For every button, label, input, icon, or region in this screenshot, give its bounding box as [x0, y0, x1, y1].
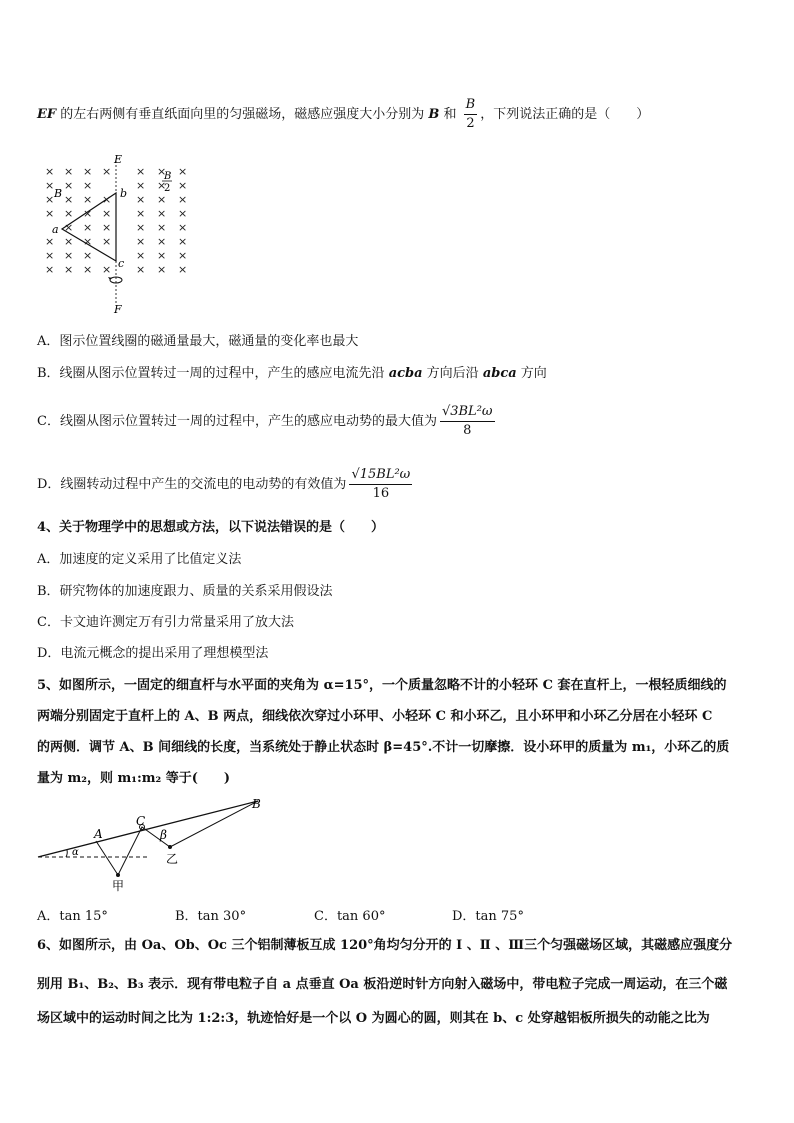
field-cross-mark: × [64, 235, 74, 248]
intro-frac-num: B [464, 96, 478, 115]
intro-line [37, 96, 649, 133]
field-cross-mark: × [45, 165, 55, 178]
field-cross-mark: × [157, 207, 167, 220]
field-cross-mark: × [157, 193, 167, 206]
field-cross-mark: × [178, 165, 188, 178]
field-cross-mark: × [178, 221, 188, 234]
q3-optd-pre: D．线圈转动过程中产生的交流电的电动势的有效值为 [37, 477, 347, 492]
field-cross-mark: × [136, 165, 146, 178]
field-cross-mark: × [83, 263, 93, 276]
q5-option-a: A．tan 15° [37, 909, 108, 924]
field-cross-mark: × [136, 263, 146, 276]
intro-b: B [428, 107, 440, 122]
label-fig-b: B [252, 797, 261, 811]
field-cross-mark: × [83, 221, 93, 234]
field-cross-mark: × [45, 193, 55, 206]
field-cross-mark: × [83, 207, 93, 220]
field-cross-mark: × [45, 249, 55, 262]
field-cross-mark: × [83, 249, 93, 262]
magnetic-field-figure [36, 153, 196, 318]
field-cross-mark: × [45, 235, 55, 248]
ring-jia [116, 873, 120, 877]
field-cross-mark: × [64, 263, 74, 276]
q4-option-b: B．研究物体的加速度跟力、质量的关系采用假设法 [37, 584, 333, 599]
field-cross-mark: × [83, 165, 93, 178]
field-cross-mark: × [178, 235, 188, 248]
ring-yi [168, 845, 172, 849]
label-alpha: α [72, 847, 79, 858]
field-cross-mark: × [136, 221, 146, 234]
q5-line-2: 两端分别固定于直杆上的 A、B 两点，细线依次穿过小环甲、小轻环 C 和小环乙，且小环甲和小环乙分居在小轻环 C [37, 709, 713, 724]
q3-optc-num: √3BL²ω [440, 403, 495, 422]
intro-ef: EF [37, 107, 57, 122]
intro-text1: 的左右两侧有垂直纸面向里的匀强磁场，磁感应强度大小分别为 [56, 107, 429, 122]
field-cross-mark: × [178, 263, 188, 276]
field-cross-mark: × [136, 235, 146, 248]
field-cross-mark: × [102, 263, 112, 276]
field-cross-mark: × [178, 249, 188, 262]
q5-line-3: 的两侧．调节 A、B 间细线的长度，当系统处于静止状态时 β=45°.不计一切摩擦．设小环甲的质量为 m₁，小环乙的质 [37, 740, 730, 755]
field-cross-mark: × [102, 193, 112, 206]
field-cross-mark: × [157, 235, 167, 248]
q5-option-c: C．tan 60° [314, 909, 386, 924]
label-c: c [118, 257, 125, 270]
field-cross-mark: × [83, 235, 93, 248]
field-cross-mark: × [83, 193, 93, 206]
intro-text2: ，下列说法正确的是（ ） [480, 107, 650, 122]
label-fig-c: C [136, 814, 146, 828]
field-cross-mark: × [157, 179, 167, 192]
field-cross-mark: × [178, 207, 188, 220]
field-cross-mark: × [136, 249, 146, 262]
field-cross-mark: × [157, 263, 167, 276]
q3-optb-acba: acba [388, 366, 423, 381]
q4-stem: 4、关于物理学中的思想或方法，以下说法错误的是（ ） [37, 520, 385, 535]
field-cross-mark: × [45, 263, 55, 276]
field-cross-mark: × [178, 179, 188, 192]
q3-option-d [37, 466, 415, 503]
field-cross-mark: × [102, 165, 112, 178]
field-cross-mark: × [64, 221, 74, 234]
label-a: a [52, 223, 59, 236]
label-b2-num: B [164, 171, 172, 182]
label-e: E [114, 153, 123, 166]
label-beta: β [160, 828, 167, 842]
field-cross-mark: × [45, 207, 55, 220]
label-b2-den: 2 [164, 183, 171, 194]
intro-and: 和 [439, 107, 461, 122]
q3-optd-den: 16 [372, 486, 390, 501]
label-b-field: B [54, 187, 63, 200]
field-cross-mark: × [64, 179, 74, 192]
field-cross-mark: × [136, 179, 146, 192]
field-cross-mark: × [102, 207, 112, 220]
q3-optb-mid: 方向后沿 [422, 366, 483, 381]
q3-option-c [37, 403, 498, 440]
q6-line-2: 别用 B₁、B₂、B₃ 表示．现有带电粒子自 a 点垂直 Oa 板沿逆时针方向射入磁场中，带电粒子完成一周运动，在三个磁 [37, 977, 728, 992]
rod-rings-figure [36, 795, 272, 895]
field-cross-mark: × [136, 207, 146, 220]
q3-optb-post: 方向 [516, 366, 547, 381]
q5-line-4: 量为 m₂，则 m₁:m₂ 等于( ) [37, 771, 231, 786]
label-fig-a: A [94, 827, 103, 841]
q6-line-3: 场区域中的运动时间之比为 1:2:3，轨迹恰好是一个以 O 为圆心的圆，则其在 b、c 处穿越铝板所损失的动能之比为 [37, 1011, 710, 1026]
q3-option-a: A．图示位置线圈的磁通量最大，磁通量的变化率也最大 [37, 334, 359, 349]
q3-option-b [37, 365, 547, 383]
field-cross-mark: × [45, 179, 55, 192]
intro-fraction [464, 96, 478, 133]
field-cross-mark: × [157, 165, 167, 178]
q5-option-d: D．tan 75° [452, 909, 524, 924]
field-cross-mark: × [64, 249, 74, 262]
field-cross-mark: × [136, 193, 146, 206]
label-f: F [114, 303, 122, 316]
q6-line-1: 6、如图所示，由 Oa、Ob、Oc 三个铝制薄板互成 120°角均匀分开的 Ⅰ 、Ⅱ 、Ⅲ三个匀强磁场区域，其磁感应强度分 [37, 938, 733, 953]
intro-frac-den: 2 [466, 116, 475, 131]
q4-option-d: D．电流元概念的提出采用了理想模型法 [37, 646, 269, 661]
field-cross-mark: × [102, 235, 112, 248]
q4-option-c: C．卡文迪许测定万有引力常量采用了放大法 [37, 615, 294, 630]
q3-optc-fraction [440, 403, 495, 440]
q3-optc-pre: C．线圈从图示位置转过一周的过程中，产生的感应电动势的最大值为 [37, 414, 437, 429]
q3-optb-abca: abca [482, 366, 517, 381]
field-cross-mark: × [64, 193, 74, 206]
field-cross-mark: × [83, 179, 93, 192]
field-cross-mark: × [64, 165, 74, 178]
field-cross-mark: × [178, 193, 188, 206]
q3-optc-den: 8 [463, 423, 472, 438]
q3-optd-fraction [349, 466, 412, 503]
field-cross-mark: × [157, 221, 167, 234]
label-jia: 甲 [112, 879, 125, 893]
rod-line [38, 801, 258, 857]
q3-optb-pre: B．线圈从图示位置转过一周的过程中，产生的感应电流先沿 [37, 366, 389, 381]
label-b: b [120, 187, 128, 200]
q3-optd-num: √15BL²ω [349, 466, 412, 485]
field-cross-mark: × [157, 249, 167, 262]
field-cross-mark: × [102, 221, 112, 234]
q5-line-1: 5、如图所示，一固定的细直杆与水平面的夹角为 α=15°，一个质量忽略不计的小轻环 C 套在直杆上，一根轻质细线的 [37, 678, 727, 693]
field-cross-mark: × [64, 207, 74, 220]
q5-option-b: B．tan 30° [175, 909, 247, 924]
q4-option-a: A．加速度的定义采用了比值定义法 [37, 552, 242, 567]
label-yi: 乙 [166, 852, 179, 866]
